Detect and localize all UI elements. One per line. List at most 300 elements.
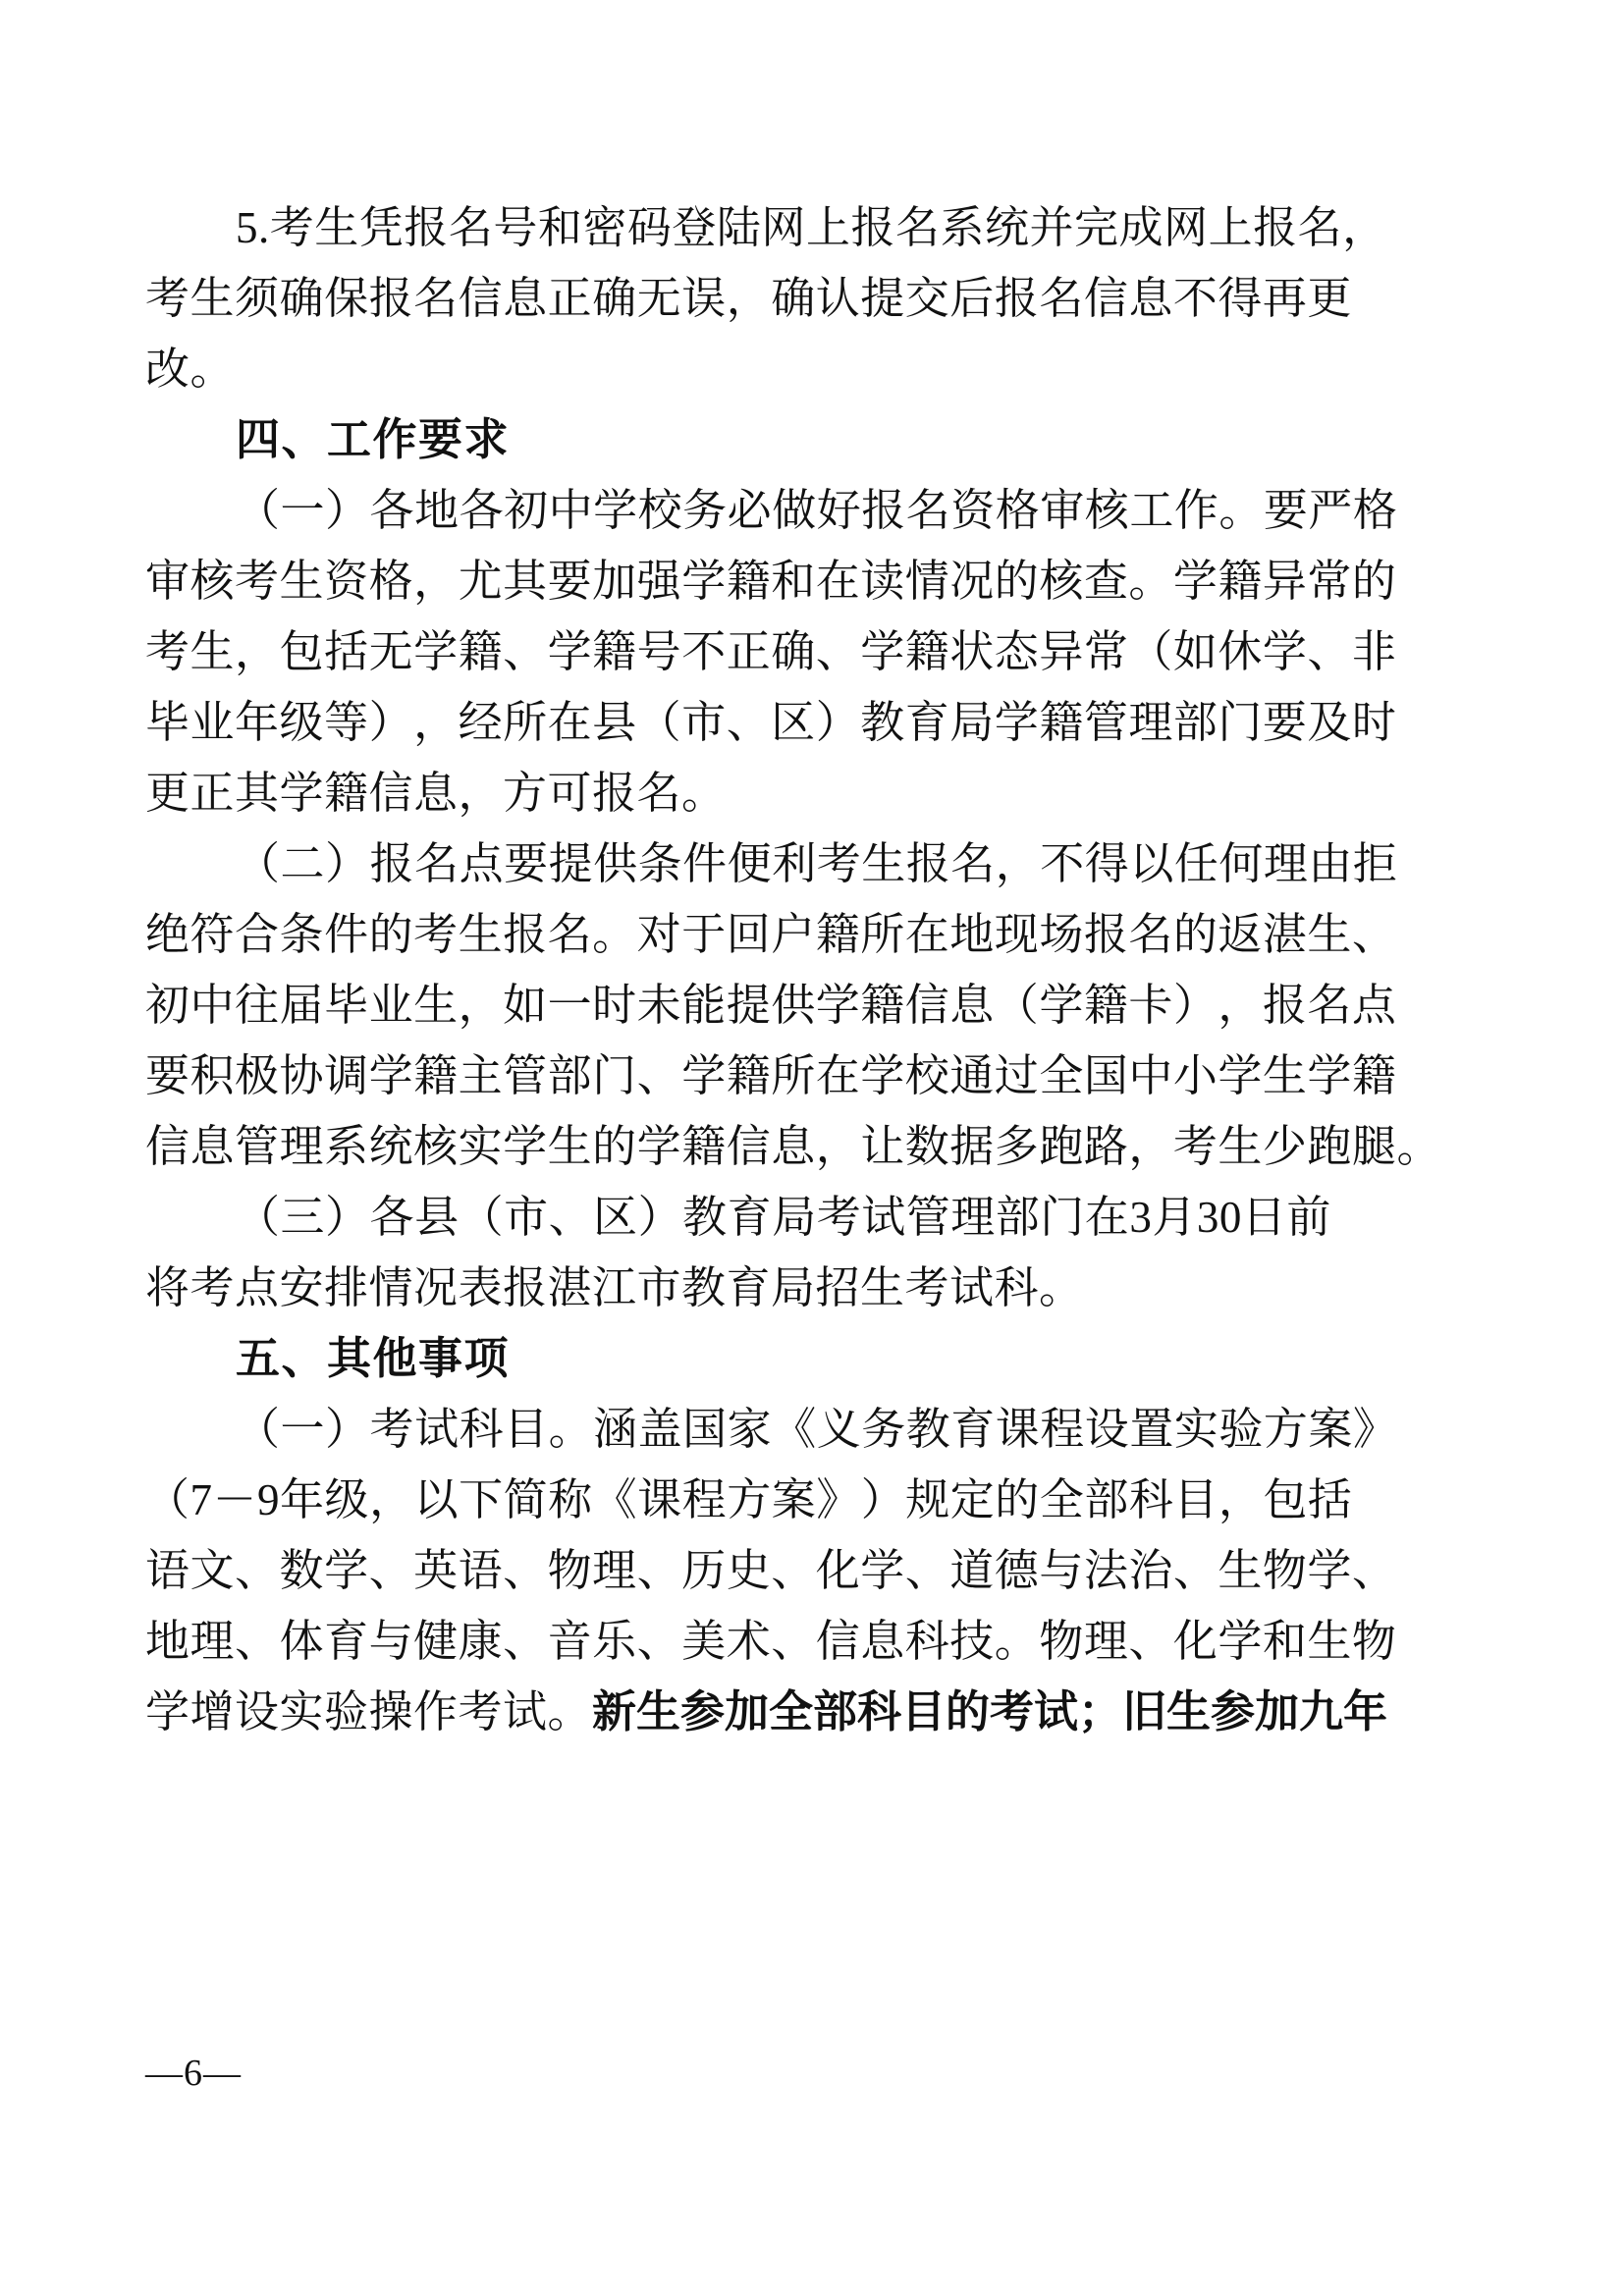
glyph: 情	[904, 557, 950, 606]
glyph: 符	[189, 910, 236, 959]
glyph: ）	[1172, 981, 1218, 1030]
glyph: 不	[1040, 839, 1085, 888]
glyph: 一	[280, 486, 326, 535]
glyph: 。	[1218, 486, 1264, 535]
glyph: 返	[1218, 910, 1263, 959]
glyph: 报	[503, 910, 548, 959]
glyph: 生	[1307, 910, 1352, 959]
glyph: 各	[459, 486, 505, 535]
glyph: 县	[414, 1193, 460, 1242]
glyph: 须	[235, 274, 280, 323]
glyph: 信	[726, 1122, 772, 1171]
paragraph-item-5	[145, 192, 1387, 404]
glyph: 做	[772, 486, 817, 535]
glyph: 生	[1262, 1051, 1308, 1100]
glyph: 跑	[1039, 1122, 1084, 1171]
glyph: 、	[503, 627, 548, 676]
glyph: 学	[1262, 627, 1308, 676]
glyph: 上	[1208, 203, 1254, 252]
glyph: 积	[189, 1051, 236, 1100]
glyph: 体	[279, 1617, 325, 1666]
text-line: 改。	[145, 345, 236, 394]
glyph: 学	[860, 1546, 905, 1595]
glyph: 确	[771, 627, 816, 676]
glyph: 考	[145, 274, 190, 323]
glyph: 生	[1218, 1546, 1263, 1595]
glyph: 加	[592, 557, 637, 606]
glyph: 籍	[1351, 1051, 1397, 1100]
glyph: 异	[1262, 557, 1308, 606]
glyph: 程	[1040, 1405, 1085, 1454]
glyph: 审	[1040, 486, 1085, 535]
glyph: 目	[1173, 1475, 1218, 1524]
glyph: 供	[771, 981, 816, 1030]
glyph: 严	[1308, 486, 1353, 535]
glyph: 、	[636, 1617, 682, 1666]
glyph: 文	[189, 1546, 236, 1595]
glyph: 道	[949, 1546, 995, 1595]
glyph: 何	[1218, 839, 1264, 888]
glyph: 年	[235, 698, 280, 747]
glyph: 陆	[716, 203, 762, 252]
glyph: 报	[404, 203, 449, 252]
glyph: 学	[994, 698, 1040, 747]
glyph: 所	[771, 1051, 816, 1100]
glyph: 、	[636, 1051, 682, 1100]
text-line	[145, 687, 1397, 758]
glyph: 统	[985, 203, 1030, 252]
glyph: 未	[636, 981, 682, 1030]
glyph: 正	[547, 274, 593, 323]
glyph: 必	[727, 486, 773, 535]
glyph: 地	[145, 1617, 190, 1666]
glyph: 案	[1308, 1405, 1353, 1454]
glyph: 查	[1083, 557, 1129, 606]
glyph: 实	[1173, 1405, 1219, 1454]
glyph: 、	[636, 1546, 682, 1595]
glyph: 《	[772, 1405, 817, 1454]
glyph: 校	[637, 486, 683, 535]
glyph: 物	[547, 1546, 593, 1595]
glyph: 籍	[592, 627, 637, 676]
glyph: （	[145, 1475, 190, 1524]
glyph: 不	[681, 627, 727, 676]
text-line	[145, 828, 1398, 899]
glyph: 育	[950, 1405, 996, 1454]
glyph: 理	[189, 1617, 236, 1666]
paragraph-section-5-1	[145, 1394, 1398, 1747]
glyph: 息	[949, 981, 995, 1030]
glyph: 日	[1241, 1193, 1287, 1242]
glyph: 籍	[726, 557, 772, 606]
glyph: 》	[816, 1475, 861, 1524]
glyph: 名	[1128, 910, 1173, 959]
glyph: 籍	[1083, 981, 1129, 1030]
glyph: 、	[368, 1546, 414, 1595]
glyph: 初	[504, 486, 549, 535]
glyph: 区	[593, 1193, 638, 1242]
glyph: 核	[1084, 486, 1130, 535]
text-line	[145, 1111, 1441, 1182]
glyph: ）	[325, 839, 370, 888]
glyph: 跑	[1307, 1122, 1352, 1171]
glyph: 部	[547, 1051, 593, 1100]
glyph: ）	[325, 486, 370, 535]
glyph: 门	[592, 1051, 637, 1100]
glyph: 路	[1083, 1122, 1129, 1171]
text-line	[145, 1182, 1331, 1253]
glyph: 件	[324, 910, 369, 959]
glyph: 提	[548, 839, 594, 888]
glyph: 点	[1351, 981, 1397, 1030]
glyph: 、	[1351, 1546, 1397, 1595]
glyph: 报	[1253, 203, 1298, 252]
glyph: 点	[459, 839, 505, 888]
glyph: 休	[1218, 627, 1263, 676]
glyph: 和	[1262, 1617, 1308, 1666]
glyph: ，	[995, 839, 1041, 888]
glyph: 考	[816, 1193, 862, 1242]
paragraph-section-4-1	[145, 475, 1398, 828]
text-line	[145, 1535, 1397, 1606]
glyph: 与	[368, 1617, 414, 1666]
glyph: 报	[1262, 981, 1308, 1030]
glyph: ，	[413, 557, 459, 606]
glyph: 案	[771, 1475, 817, 1524]
glyph: 系	[324, 1122, 369, 1171]
glyph: 盖	[637, 1405, 683, 1454]
glyph: 名	[894, 203, 941, 252]
glyph: 前	[1286, 1193, 1331, 1242]
glyph: 报	[1083, 910, 1129, 959]
glyph: 信	[815, 1617, 861, 1666]
glyph: 治	[1128, 1546, 1173, 1595]
glyph: （	[236, 1193, 281, 1242]
glyph: 、	[1172, 1546, 1218, 1595]
glyph: 务	[861, 1405, 906, 1454]
glyph: 资	[324, 557, 369, 606]
glyph: 常	[1307, 557, 1352, 606]
glyph: 场	[1039, 910, 1084, 959]
glyph: 以	[413, 1475, 460, 1524]
glyph: 语	[145, 1546, 190, 1595]
glyph: 交	[904, 274, 950, 323]
glyph: 多	[994, 1122, 1040, 1171]
glyph: 化	[1172, 1617, 1218, 1666]
glyph: 信	[1083, 274, 1129, 323]
glyph: 理	[1128, 698, 1173, 747]
glyph: 部	[995, 1193, 1041, 1242]
glyph: 状	[949, 627, 995, 676]
glyph: 提	[726, 981, 772, 1030]
glyph: 确	[592, 274, 637, 323]
glyph: 定	[949, 1475, 996, 1524]
glyph: 信	[458, 274, 504, 323]
glyph: 无	[636, 274, 682, 323]
glyph: 名	[413, 274, 459, 323]
glyph: 要	[1262, 698, 1308, 747]
text-run-emphasis: 新生参加全部科目的考试；旧生参加九年	[592, 1687, 1388, 1736]
glyph: 市	[681, 698, 727, 747]
glyph: 认	[815, 274, 861, 323]
glyph: 极	[235, 1051, 280, 1100]
glyph: 等	[324, 698, 369, 747]
glyph: 管	[905, 1193, 951, 1242]
glyph: 生	[279, 557, 325, 606]
glyph: 试	[861, 1193, 906, 1242]
glyph: 提	[860, 274, 905, 323]
glyph: 史	[726, 1546, 772, 1595]
glyph: 、	[726, 698, 772, 747]
glyph: 物	[1262, 1546, 1308, 1595]
glyph: 完	[1074, 203, 1119, 252]
glyph: 要	[145, 1051, 190, 1100]
glyph: 读	[860, 557, 905, 606]
glyph: 息	[771, 1122, 816, 1171]
glyph: 得	[1218, 274, 1263, 323]
glyph: 家	[727, 1405, 773, 1454]
glyph: 学	[324, 1546, 369, 1595]
glyph: 级	[324, 1475, 370, 1524]
glyph: ，	[458, 981, 504, 1030]
paragraph-section-4-2	[145, 828, 1441, 1182]
glyph: 号	[636, 627, 682, 676]
glyph: 理	[1083, 1617, 1129, 1666]
glyph: 各	[369, 1193, 415, 1242]
text-line	[145, 616, 1397, 687]
glyph: 术	[726, 1617, 772, 1666]
glyph: 件	[682, 839, 728, 888]
glyph: （	[1128, 627, 1173, 676]
glyph: 强	[636, 557, 682, 606]
glyph: 籍	[860, 981, 905, 1030]
glyph: 学	[636, 1122, 682, 1171]
glyph: 管	[235, 1122, 280, 1171]
glyph: 统	[368, 1122, 414, 1171]
glyph: 名	[905, 486, 951, 535]
glyph: 协	[279, 1051, 325, 1100]
glyph: 保	[324, 274, 369, 323]
glyph: 报	[861, 486, 906, 535]
glyph: 年	[280, 1475, 325, 1524]
glyph: 网	[1164, 203, 1209, 252]
glyph: 在	[815, 557, 861, 606]
glyph: 息	[1128, 274, 1173, 323]
text-line	[145, 970, 1397, 1041]
glyph: 国	[1083, 1051, 1129, 1100]
glyph: 报	[850, 203, 895, 252]
glyph: 的	[592, 1122, 637, 1171]
glyph: 籍	[458, 627, 504, 676]
glyph: 中	[1128, 1051, 1173, 1100]
glyph: 在	[547, 698, 593, 747]
glyph: 通	[949, 1051, 995, 1100]
glyph: 中	[189, 981, 236, 1030]
glyph: 9	[257, 1475, 281, 1524]
glyph: 月	[1152, 1193, 1197, 1242]
glyph: 3	[1129, 1193, 1153, 1242]
glyph: 学	[681, 557, 727, 606]
glyph: 生	[314, 203, 359, 252]
glyph: 核	[189, 557, 236, 606]
glyph: 的	[1351, 557, 1397, 606]
glyph: 利	[772, 839, 817, 888]
glyph: 户	[771, 910, 816, 959]
glyph: 信	[145, 1122, 190, 1171]
glyph: 。	[1396, 1122, 1441, 1171]
glyph: 历	[681, 1546, 727, 1595]
glyph: 的	[995, 1475, 1040, 1524]
glyph: 法	[1083, 1546, 1129, 1595]
glyph: 学	[1039, 981, 1084, 1030]
glyph: 网	[761, 203, 806, 252]
glyph: 名	[1297, 203, 1343, 252]
glyph: ，	[1218, 981, 1263, 1030]
glyph: ）	[815, 698, 861, 747]
glyph: 生	[413, 981, 459, 1030]
glyph: 名	[950, 839, 996, 888]
glyph: 。	[592, 910, 637, 959]
glyph: 毕	[324, 981, 369, 1030]
glyph: 数	[904, 1122, 950, 1171]
glyph: ，	[1128, 1122, 1173, 1171]
glyph: 级	[279, 698, 325, 747]
glyph: （	[236, 839, 281, 888]
text-line	[145, 899, 1397, 970]
glyph: （	[236, 486, 281, 535]
glyph: 5	[236, 203, 258, 252]
glyph: 籍	[681, 1122, 727, 1171]
glyph: 全	[1039, 1475, 1085, 1524]
glyph: 。	[1128, 557, 1173, 606]
text-line	[145, 263, 1352, 334]
glyph: 学	[815, 981, 861, 1030]
glyph: 技	[949, 1617, 995, 1666]
glyph: 非	[1351, 627, 1397, 676]
glyph: 、	[1128, 1617, 1173, 1666]
glyph: 涵	[593, 1405, 638, 1454]
glyph: 0	[1218, 1193, 1242, 1242]
glyph: 物	[1039, 1617, 1084, 1666]
glyph: 条	[279, 910, 325, 959]
glyph: 初	[145, 981, 190, 1030]
glyph: 在	[815, 1051, 861, 1100]
section-heading: 五、其他事项	[236, 1333, 511, 1383]
glyph: ）	[325, 1193, 370, 1242]
text-line: 将考点安排情况表报湛江市教育局招生考试科。	[145, 1263, 1084, 1312]
glyph: 名	[547, 910, 593, 959]
glyph: 康	[458, 1617, 504, 1666]
glyph: 程	[681, 1475, 728, 1524]
glyph: 成	[1118, 203, 1164, 252]
glyph: 所	[503, 698, 548, 747]
glyph: ，	[1342, 203, 1387, 252]
glyph: 局	[949, 698, 995, 747]
glyph: ，	[815, 1122, 861, 1171]
glyph: 称	[548, 1475, 593, 1524]
glyph: 格	[1352, 486, 1398, 535]
glyph: 理	[1263, 839, 1309, 888]
glyph: 部	[1172, 698, 1218, 747]
glyph: 小	[1172, 1051, 1218, 1100]
glyph: 实	[458, 1122, 504, 1171]
glyph: 格	[995, 486, 1041, 535]
glyph: 好	[816, 486, 862, 535]
glyph: 得	[1084, 839, 1130, 888]
glyph: 。	[548, 1405, 594, 1454]
glyph: 报	[369, 839, 415, 888]
text-line	[145, 1041, 1397, 1111]
glyph: （	[994, 981, 1040, 1030]
glyph: 籍	[1039, 698, 1084, 747]
glyph: 湛	[1262, 910, 1308, 959]
glyph: 、	[235, 1546, 280, 1595]
text-line: 更正其学籍信息，方可报名。	[145, 769, 727, 818]
glyph: 。	[994, 1617, 1040, 1666]
glyph: 、	[548, 1193, 594, 1242]
glyph: ）	[368, 698, 414, 747]
glyph: ）	[860, 1475, 906, 1524]
glyph: 县	[592, 698, 637, 747]
glyph: 息	[503, 274, 548, 323]
glyph: 的	[994, 557, 1040, 606]
glyph: 生	[458, 910, 504, 959]
glyph: 的	[1172, 910, 1218, 959]
glyph: 主	[458, 1051, 504, 1100]
glyph: 再	[1262, 274, 1308, 323]
glyph: 和	[537, 203, 583, 252]
glyph: 调	[324, 1051, 369, 1100]
glyph: 名	[414, 839, 460, 888]
text-line	[145, 1606, 1397, 1677]
glyph: 门	[1218, 698, 1263, 747]
glyph: 目	[504, 1405, 549, 1454]
glyph: 局	[772, 1193, 817, 1242]
glyph: 7	[189, 1475, 213, 1524]
glyph: 后	[949, 274, 995, 323]
glyph: 供	[593, 839, 638, 888]
glyph: 凭	[358, 203, 405, 252]
glyph: 规	[905, 1475, 950, 1524]
glyph: 少	[1262, 1122, 1308, 1171]
glyph: 地	[414, 486, 460, 535]
glyph: 校	[904, 1051, 950, 1100]
glyph: 》	[1352, 1405, 1398, 1454]
glyph: ）	[325, 1405, 370, 1454]
glyph: 登	[672, 203, 717, 252]
text-run-regular: 学增设实验操作考试。	[145, 1687, 593, 1736]
glyph: 考	[1172, 1122, 1218, 1171]
glyph: 息	[860, 1617, 905, 1666]
glyph: 一	[280, 1405, 326, 1454]
glyph: 生	[189, 274, 236, 323]
glyph: 学	[413, 627, 459, 676]
glyph: 各	[369, 486, 415, 535]
text-line	[145, 1465, 1353, 1535]
glyph: 课	[637, 1475, 682, 1524]
glyph: 全	[1039, 1051, 1084, 1100]
glyph: 如	[1172, 627, 1218, 676]
glyph: 籍	[904, 627, 950, 676]
glyph: 的	[368, 910, 414, 959]
glyph: 如	[503, 981, 548, 1030]
glyph: 息	[189, 1122, 236, 1171]
glyph: 一	[547, 981, 593, 1030]
glyph: 学	[1307, 1546, 1352, 1595]
glyph: 误	[681, 274, 727, 323]
glyph: 学	[1172, 557, 1218, 606]
glyph: 方	[727, 1475, 772, 1524]
